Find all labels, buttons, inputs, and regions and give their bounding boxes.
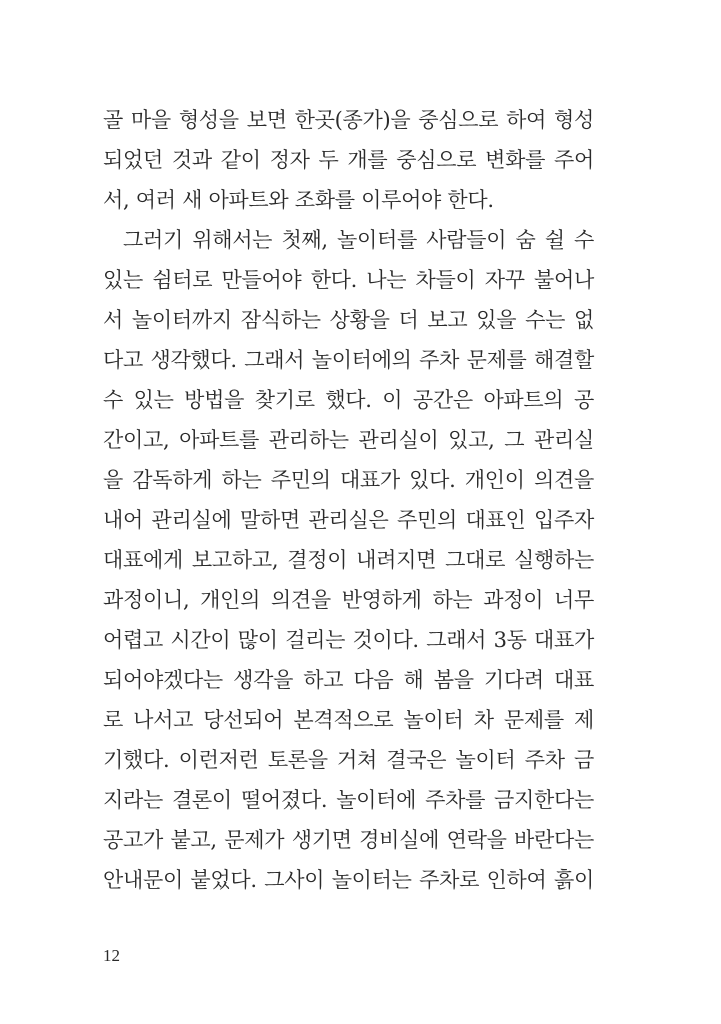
body-text bbox=[103, 100, 594, 900]
text-line: 수 있는 방법을 찾기로 했다. 이 공간은 아파트의 공 bbox=[103, 388, 594, 412]
text-line: 다고 생각했다. 그래서 놀이터에의 주차 문제를 해결할 bbox=[103, 348, 594, 372]
page-number: 12 bbox=[103, 946, 120, 965]
text-line: 간이고, 아파트를 관리하는 관리실이 있고, 그 관리실 bbox=[103, 428, 594, 452]
text-line: 대표에게 보고하고, 결정이 내려지면 그대로 실행하는 bbox=[103, 548, 594, 572]
text-line: 을 감독하게 하는 주민의 대표가 있다. 개인이 의견을 bbox=[103, 468, 594, 492]
text-line: 과정이니, 개인의 의견을 반영하게 하는 과정이 너무 bbox=[103, 588, 594, 612]
text-line: 지라는 결론이 떨어졌다. 놀이터에 주차를 금지한다는 bbox=[103, 788, 594, 812]
text-line: 골 마을 형성을 보면 한곳(종가)을 중심으로 하여 형성 bbox=[103, 108, 594, 132]
text-line: 공고가 붙고, 문제가 생기면 경비실에 연락을 바란다는 bbox=[103, 828, 594, 852]
text-line: 서 놀이터까지 잠식하는 상황을 더 보고 있을 수는 없 bbox=[103, 308, 594, 332]
text-line: 있는 쉼터로 만들어야 한다. 나는 차들이 자꾸 불어나 bbox=[103, 268, 594, 292]
text-line: 되었던 것과 같이 정자 두 개를 중심으로 변화를 주어 bbox=[103, 148, 594, 172]
text-line: 안내문이 붙었다. 그사이 놀이터는 주차로 인하여 흙이 bbox=[103, 868, 594, 892]
text-line: 어렵고 시간이 많이 걸리는 것이다. 그래서 3동 대표가 bbox=[103, 628, 594, 652]
text-line: 내어 관리실에 말하면 관리실은 주민의 대표인 입주자 bbox=[103, 508, 594, 532]
text-line: 로 나서고 당선되어 본격적으로 놀이터 차 문제를 제 bbox=[103, 708, 594, 732]
text-line-paragraph-start: 그러기 위해서는 첫째, 놀이터를 사람들이 숨 쉴 수 bbox=[123, 228, 594, 252]
text-line: 서, 여러 새 아파트와 조화를 이루어야 한다. bbox=[103, 188, 494, 212]
text-line: 기했다. 이런저런 토론을 거쳐 결국은 놀이터 주차 금 bbox=[103, 748, 594, 772]
text-line: 되어야겠다는 생각을 하고 다음 해 봄을 기다려 대표 bbox=[103, 668, 594, 692]
